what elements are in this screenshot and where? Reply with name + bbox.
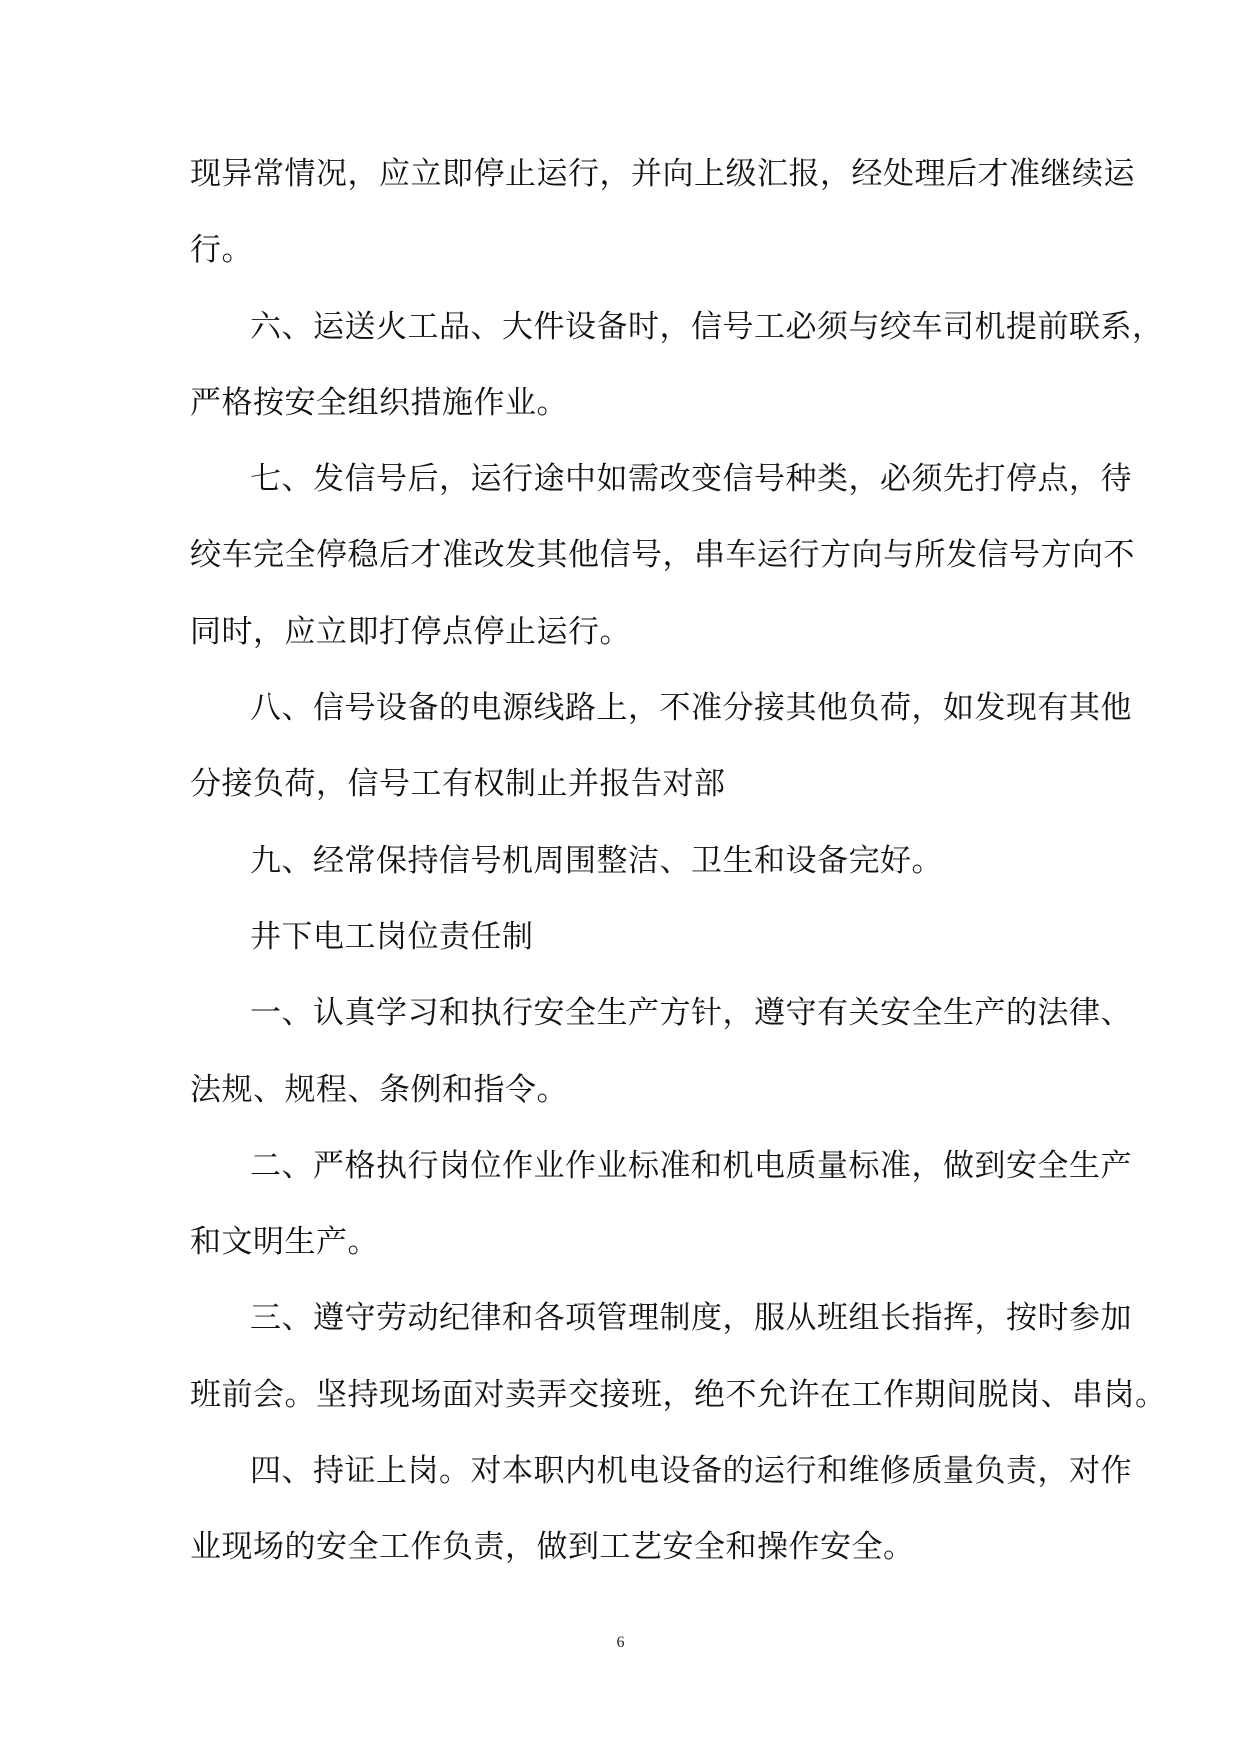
section-heading: 井下电工岗位责任制 <box>250 918 534 955</box>
text-line: 法规、规程、条例和指令。 <box>190 1071 568 1108</box>
text-line: 现异常情况，应立即停止运行，并向上级汇报，经处理后才准继续运 <box>190 156 1135 192</box>
paragraph-item-3: 三、遵守劳动纪律和各项管理制度，服从班组长指挥，按时参加 <box>250 1300 1132 1337</box>
paragraph-item-2: 二、严格执行岗位作业作业标准和机电质量标准，做到安全生产 <box>250 1147 1132 1184</box>
page-number: 6 <box>616 1634 625 1651</box>
paragraph-item-4: 四、持证上岗。对本职内机电设备的运行和维修质量负责，对作 <box>250 1453 1132 1490</box>
paragraph-item-6: 六、运送火工品、大件设备时，信号工必须与绞车司机提前联系， <box>250 308 1164 345</box>
document-body <box>190 144 1167 1594</box>
text-line: 严格按安全组织措施作业。 <box>190 384 568 421</box>
text-line: 业现场的安全工作负责，做到工艺安全和操作安全。 <box>190 1529 915 1566</box>
text-line: 分接负荷，信号工有权制止并报告对部 <box>190 766 726 803</box>
text-line: 和文明生产。 <box>190 1224 379 1261</box>
text-line: 行。 <box>190 232 253 269</box>
text-line: 班前会。坚持现场面对卖弄交接班，绝不允许在工作期间脱岗、串岗。 <box>190 1376 1167 1413</box>
paragraph-item-1: 一、认真学习和执行安全生产方针，遵守有关安全生产的法律、 <box>250 995 1132 1032</box>
text-line: 绞车完全停稳后才准改发其他信号，串车运行方向与所发信号方向不 <box>190 537 1135 574</box>
paragraph-item-7: 七、发信号后，运行途中如需改变信号种类，必须先打停点，待 <box>250 461 1132 498</box>
text-line: 同时，应立即打停点停止运行。 <box>190 613 631 650</box>
paragraph-item-9: 九、经常保持信号机周围整洁、卫生和设备完好。 <box>250 842 943 879</box>
paragraph-item-8: 八、信号设备的电源线路上，不准分接其他负荷，如发现有其他 <box>250 690 1132 727</box>
